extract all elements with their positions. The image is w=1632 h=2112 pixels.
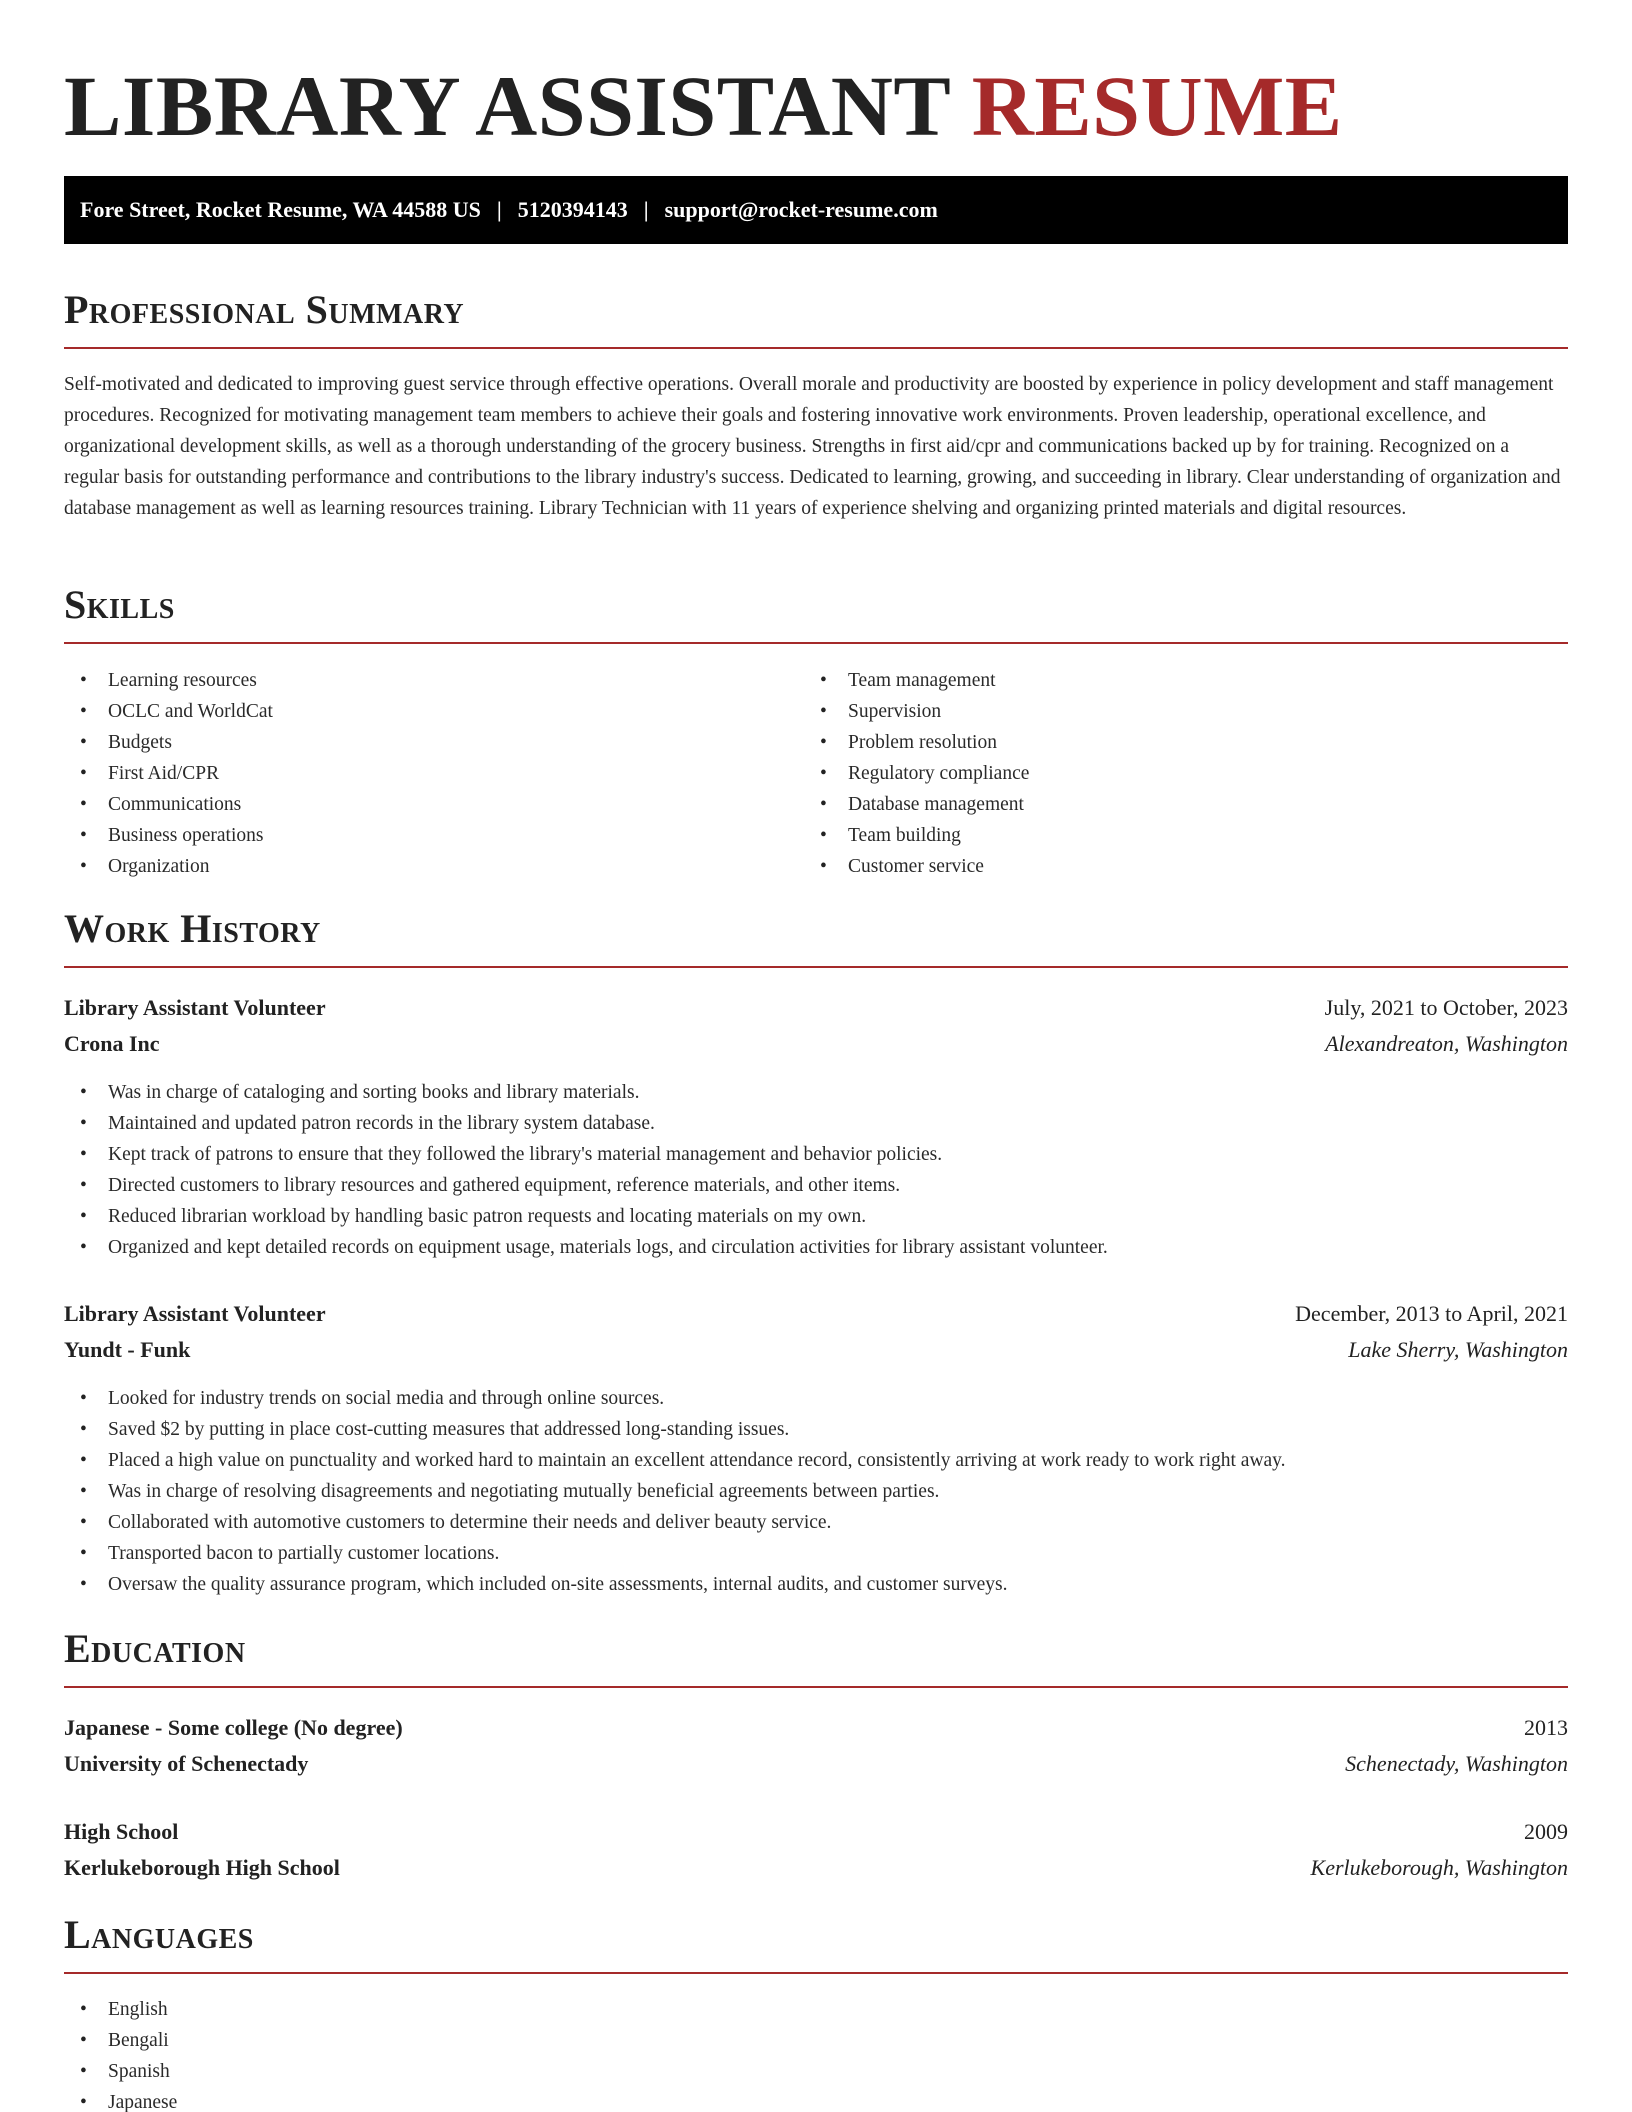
- skill-item: • Customer service: [804, 851, 1568, 882]
- skill-item: • Team management: [804, 665, 1568, 696]
- job-bullet: • Transported bacon to partially customer locations.: [64, 1538, 1568, 1569]
- job-bullet: • Directed customers to library resources and gathered equipment, reference materials, and other items.: [64, 1170, 1568, 1201]
- language-item: • Bengali: [64, 2025, 664, 2056]
- resume-title: [64, 56, 1343, 156]
- education-location: Kerlukeborough, Washington: [1310, 1855, 1568, 1880]
- contact-separator: |: [496, 197, 502, 222]
- summary-text: Self-motivated and dedicated to improving guest service through effective operations. Overall morale and productivity are boosted by experience in policy development and staff management procedures. Recognized for motivating management team members to achieve their goals and fostering innovative work environments. Proven leadership, operational excellence, and organizational development skills, as well as a thorough understanding of the grocery business. Strengths in first aid/cpr and communications backed up by for training. Recognized on a regular basis for outstanding performance and contributions to the library industry's success. Dedicated to learning, growing, and succeeding in library. Clear understanding of organization and database management as well as learning resources training. Library Technician with 11 years of experience shelving and organizing printed materials and digital resources.: [64, 374, 1561, 519]
- job-bullet: • Kept track of patrons to ensure that they followed the library's material management and behavior policies.: [64, 1139, 1568, 1170]
- skill-item: • Supervision: [804, 696, 1568, 727]
- education-header-row: [64, 1710, 1568, 1746]
- education-degree: Japanese - Some college (No degree): [64, 1715, 403, 1740]
- skill-item: • Business operations: [64, 820, 804, 851]
- skill-item: • Problem resolution: [804, 727, 1568, 758]
- education-school: University of Schenectady: [64, 1751, 309, 1776]
- job-bullet: • Was in charge of cataloging and sorting books and library materials.: [64, 1077, 1568, 1108]
- education-year: 2013: [1524, 1715, 1568, 1740]
- education-location: Schenectady, Washington: [1345, 1751, 1568, 1776]
- education-degree: High School: [64, 1819, 179, 1844]
- job-company-row: [64, 1026, 1568, 1062]
- job-location: Alexandreaton, Washington: [1325, 1031, 1568, 1056]
- skill-item: • Learning resources: [64, 665, 804, 696]
- job-bullets: [64, 1077, 1568, 1263]
- title-accent: RESUME: [971, 58, 1343, 154]
- education-header-row: [64, 1814, 1568, 1850]
- section-title-summary: Professional Summary: [64, 285, 1568, 349]
- education-school: Kerlukeborough High School: [64, 1855, 340, 1880]
- skills-list-left: [64, 665, 804, 882]
- job-bullet: • Collaborated with automotive customers to determine their needs and deliver beauty service.: [64, 1507, 1568, 1538]
- skill-item: • Team building: [804, 820, 1568, 851]
- job-bullet: • Was in charge of resolving disagreements and negotiating mutually beneficial agreements between parties.: [64, 1476, 1568, 1507]
- job-location: Lake Sherry, Washington: [1348, 1337, 1568, 1362]
- job-bullet: • Placed a high value on punctuality and worked hard to maintain an excellent attendance record, consistently arriving at work ready to work right away.: [64, 1445, 1568, 1476]
- skill-item: • Communications: [64, 789, 804, 820]
- job-bullet: • Maintained and updated patron records in the library system database.: [64, 1108, 1568, 1139]
- education-school-row: [64, 1746, 1568, 1782]
- job-header-row: [64, 990, 1568, 1026]
- job-dates: July, 2021 to October, 2023: [1324, 995, 1568, 1020]
- skills-list-right: [804, 665, 1568, 882]
- job-title: Library Assistant Volunteer: [64, 995, 326, 1020]
- education-year: 2009: [1524, 1819, 1568, 1844]
- skill-item: • Regulatory compliance: [804, 758, 1568, 789]
- section-title-skills: Skills: [64, 580, 1568, 644]
- job-bullet: • Reduced librarian workload by handling basic patron requests and locating materials on my own.: [64, 1201, 1568, 1232]
- education-school-row: [64, 1850, 1568, 1886]
- job-dates: December, 2013 to April, 2021: [1295, 1301, 1568, 1326]
- job-bullet: • Saved $2 by putting in place cost-cutting measures that addressed long-standing issues.: [64, 1414, 1568, 1445]
- job-bullet: • Oversaw the quality assurance program, which included on-site assessments, internal audits, and customer surveys.: [64, 1569, 1568, 1600]
- job-header-row: [64, 1296, 1568, 1332]
- language-item: • Spanish: [64, 2056, 664, 2087]
- job-bullets: [64, 1383, 1568, 1600]
- contact-email: support@rocket-resume.com: [664, 197, 938, 222]
- contact-address: Fore Street, Rocket Resume, WA 44588 US: [80, 197, 481, 222]
- skill-item: • First Aid/CPR: [64, 758, 804, 789]
- skill-item: • Organization: [64, 851, 804, 882]
- job-bullet: • Organized and kept detailed records on equipment usage, materials logs, and circulation activities for library assistant volunteer.: [64, 1232, 1568, 1263]
- language-item: • English: [64, 1994, 664, 2025]
- section-title-work: Work History: [64, 904, 1568, 968]
- job-company: Yundt - Funk: [64, 1337, 191, 1362]
- job-title: Library Assistant Volunteer: [64, 1301, 326, 1326]
- skill-item: • OCLC and WorldCat: [64, 696, 804, 727]
- job-company: Crona Inc: [64, 1031, 160, 1056]
- contact-phone: 5120394143: [517, 197, 628, 222]
- contact-separator: |: [643, 197, 649, 222]
- languages-list: [64, 1994, 664, 2112]
- job-bullet: • Looked for industry trends on social media and through online sources.: [64, 1383, 1568, 1414]
- contact-bar: [64, 176, 1568, 244]
- title-main: LIBRARY ASSISTANT: [64, 58, 950, 154]
- language-item: • Japanese: [64, 2087, 664, 2112]
- skill-item: • Database management: [804, 789, 1568, 820]
- skill-item: • Budgets: [64, 727, 804, 758]
- section-title-education: Education: [64, 1624, 1568, 1688]
- section-title-languages: Languages: [64, 1910, 1568, 1974]
- job-company-row: [64, 1332, 1568, 1368]
